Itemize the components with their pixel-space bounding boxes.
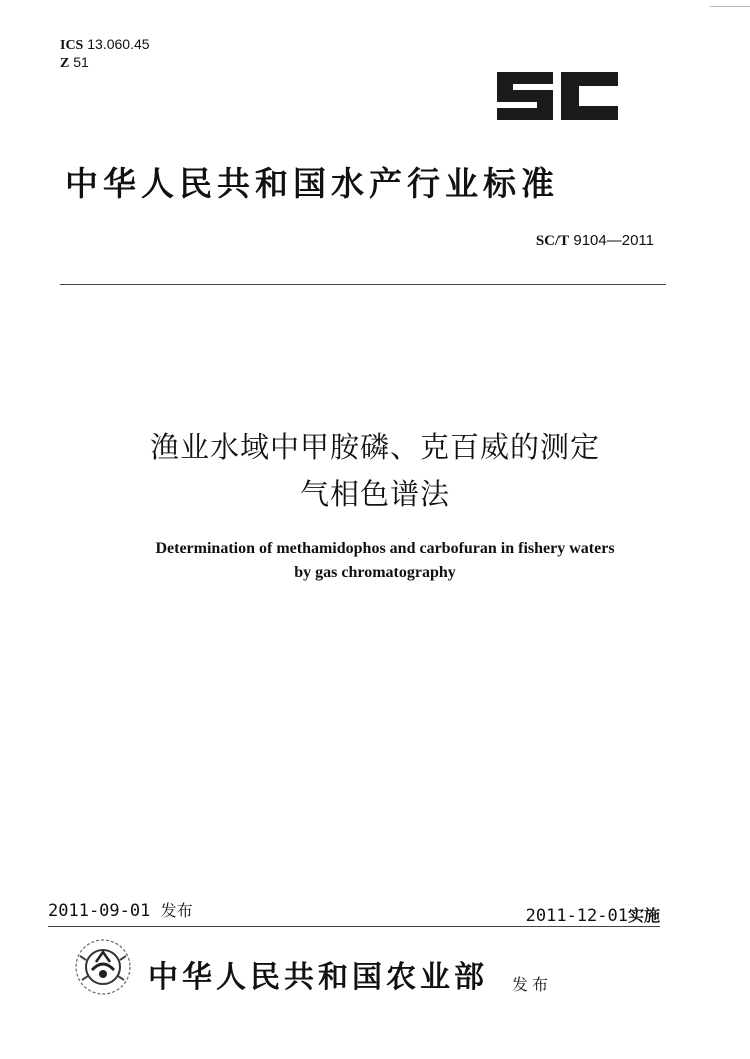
cn-title-line2: 气相色谱法 xyxy=(299,477,450,511)
org-title: 中华人民共和国水产行业标准 xyxy=(65,164,559,203)
en-title-line2: by gas chromatography xyxy=(294,564,456,581)
ministry-emblem-icon xyxy=(72,936,134,998)
ics-code: ICS 13.060.45 xyxy=(60,36,150,53)
sc-logo xyxy=(495,70,620,122)
scan-corner-mark xyxy=(710,6,750,7)
standard-code: SC/T 9104—2011 xyxy=(535,232,654,249)
en-title-line1: Determination of methamidophos and carbofuran in fishery waters xyxy=(155,540,615,557)
classification-codes xyxy=(60,36,150,72)
implementation-date: 2011-12-01实施 xyxy=(525,906,660,926)
ministry-name: 中华人民共和国农业部 xyxy=(148,960,488,995)
ccs-code: Z 51 xyxy=(60,54,89,71)
issue-date: 2011-09-01 发布 xyxy=(48,901,193,921)
header-divider xyxy=(60,284,666,285)
publish-label: 发布 xyxy=(512,975,553,994)
footer-divider xyxy=(48,926,660,927)
sc-logo-text: SC xyxy=(495,70,497,71)
cn-title-line1: 渔业水域中甲胺磷、克百威的测定 xyxy=(149,430,600,464)
